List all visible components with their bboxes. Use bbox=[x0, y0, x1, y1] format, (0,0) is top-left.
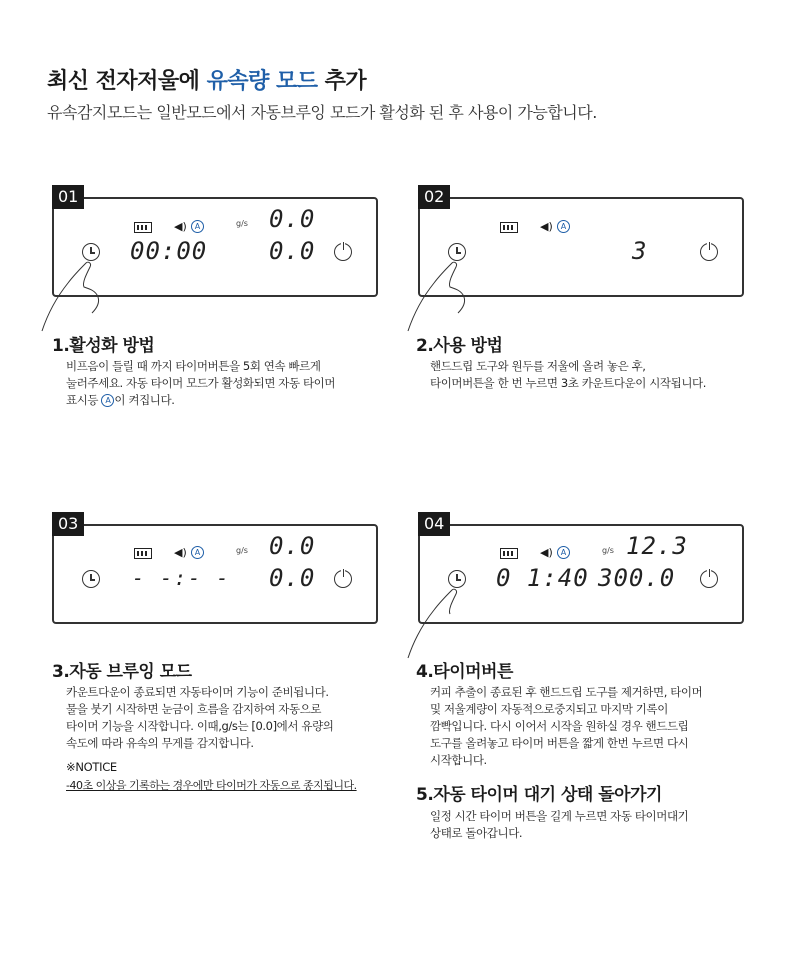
step-badge: 04 bbox=[418, 512, 450, 536]
section-body-activation: 비프음이 들릴 때 까지 타이머버튼을 5회 연속 빠르게 눌러주세요. 자동 타이머 모드가 활성화되면 자동 타이머 표시등 A 이 켜집니다. bbox=[66, 359, 336, 407]
speaker-icon: ◀) bbox=[540, 546, 553, 559]
time-readout: - -:- - bbox=[132, 566, 231, 590]
weight-readout: 0.0 bbox=[269, 564, 316, 592]
section-title-auto-brewing: 3.자동 브루잉 모드 bbox=[52, 662, 192, 682]
weight-readout: 0.0 bbox=[269, 237, 316, 265]
section-title-return-standby: 5.자동 타이머 대기 상태 돌아가기 bbox=[416, 785, 662, 805]
section-body-usage: 핸드드립 도구와 원두를 저울에 올려 놓은 후, 타이머버튼을 한 번 누르면 3초 카운트다운이 시작됩니다. bbox=[430, 359, 707, 390]
countdown-readout: 3 bbox=[632, 237, 648, 265]
notice-text: -40초 이상을 기록하는 경우에만 타이머가 자동으로 종지됩니다. bbox=[66, 779, 357, 792]
notice-heading: ※NOTICE bbox=[66, 760, 117, 774]
auto-indicator-icon: A bbox=[101, 394, 114, 407]
flow-readout: 12.3 bbox=[626, 532, 688, 560]
hand-pointer-icon bbox=[404, 243, 474, 333]
auto-icon: A bbox=[557, 546, 570, 559]
page-subtitle: 유속감지모드는 일반모드에서 자동브루잉 모드가 활성화 된 후 사용이 가능합니다. bbox=[47, 103, 597, 122]
flow-readout: 0.0 bbox=[269, 532, 316, 560]
step-badge: 03 bbox=[52, 512, 84, 536]
unit-label: g/s bbox=[236, 219, 248, 228]
speaker-icon: ◀) bbox=[174, 220, 187, 233]
section-body-timer-button: 커피 추출이 종료된 후 핸드드립 도구를 제거하면, 타이머 및 저울계량이 자동적으로중지되고 마지막 기록이 깜빡입니다. 다시 이어서 시작을 원하실 경우 핸드드립 도구를 올려놓고 타이머 버튼을 짧게 한번 누르면 다시 시작합니다. bbox=[430, 685, 703, 767]
auto-icon: A bbox=[191, 220, 204, 233]
section-body-auto-brewing: 카운트다운이 종료되면 자동타이머 기능이 준비됩니다. 물을 붓기 시작하면 눈금이 흐름을 감지하여 자동으로 타이머 기능을 시작합니다. 이때,g/s는 [0.0]에서 유량의 속도에 따라 유속의 무게를 감지합니다. bbox=[66, 685, 334, 750]
battery-icon bbox=[500, 222, 518, 233]
section-title-activation: 1.활성화 방법 bbox=[52, 336, 155, 356]
section-title-timer-button: 4.타이머버튼 bbox=[416, 662, 513, 682]
power-icon[interactable] bbox=[700, 243, 718, 261]
speaker-icon: ◀) bbox=[540, 220, 553, 233]
auto-icon: A bbox=[191, 546, 204, 559]
battery-icon bbox=[134, 222, 152, 233]
power-icon[interactable] bbox=[334, 243, 352, 261]
unit-label: g/s bbox=[602, 546, 614, 555]
display-panel-03 bbox=[52, 514, 378, 624]
flow-readout: 0.0 bbox=[269, 205, 316, 233]
speaker-icon: ◀) bbox=[174, 546, 187, 559]
unit-label: g/s bbox=[236, 546, 248, 555]
time-readout: 0 1:40 bbox=[496, 564, 589, 592]
hand-pointer-icon bbox=[38, 243, 108, 333]
battery-icon bbox=[500, 548, 518, 559]
page-title: 최신 전자저울에 유속량 모드 추가 bbox=[47, 69, 367, 94]
power-icon[interactable] bbox=[334, 570, 352, 588]
step-badge: 02 bbox=[418, 185, 450, 209]
timer-clock-icon[interactable] bbox=[82, 570, 100, 588]
auto-icon: A bbox=[557, 220, 570, 233]
hand-pointer-icon bbox=[404, 570, 474, 660]
section-title-usage: 2.사용 방법 bbox=[416, 336, 503, 356]
title-highlight: 유속량 모드 bbox=[206, 69, 318, 94]
step-badge: 01 bbox=[52, 185, 84, 209]
section-body-return-standby: 일정 시간 타이머 버튼을 길게 누르면 자동 타이머대기 상태로 돌아갑니다. bbox=[430, 809, 689, 840]
weight-readout: 300.0 bbox=[598, 564, 676, 592]
power-icon[interactable] bbox=[700, 570, 718, 588]
battery-icon bbox=[134, 548, 152, 559]
time-readout: 00:00 bbox=[130, 237, 208, 265]
